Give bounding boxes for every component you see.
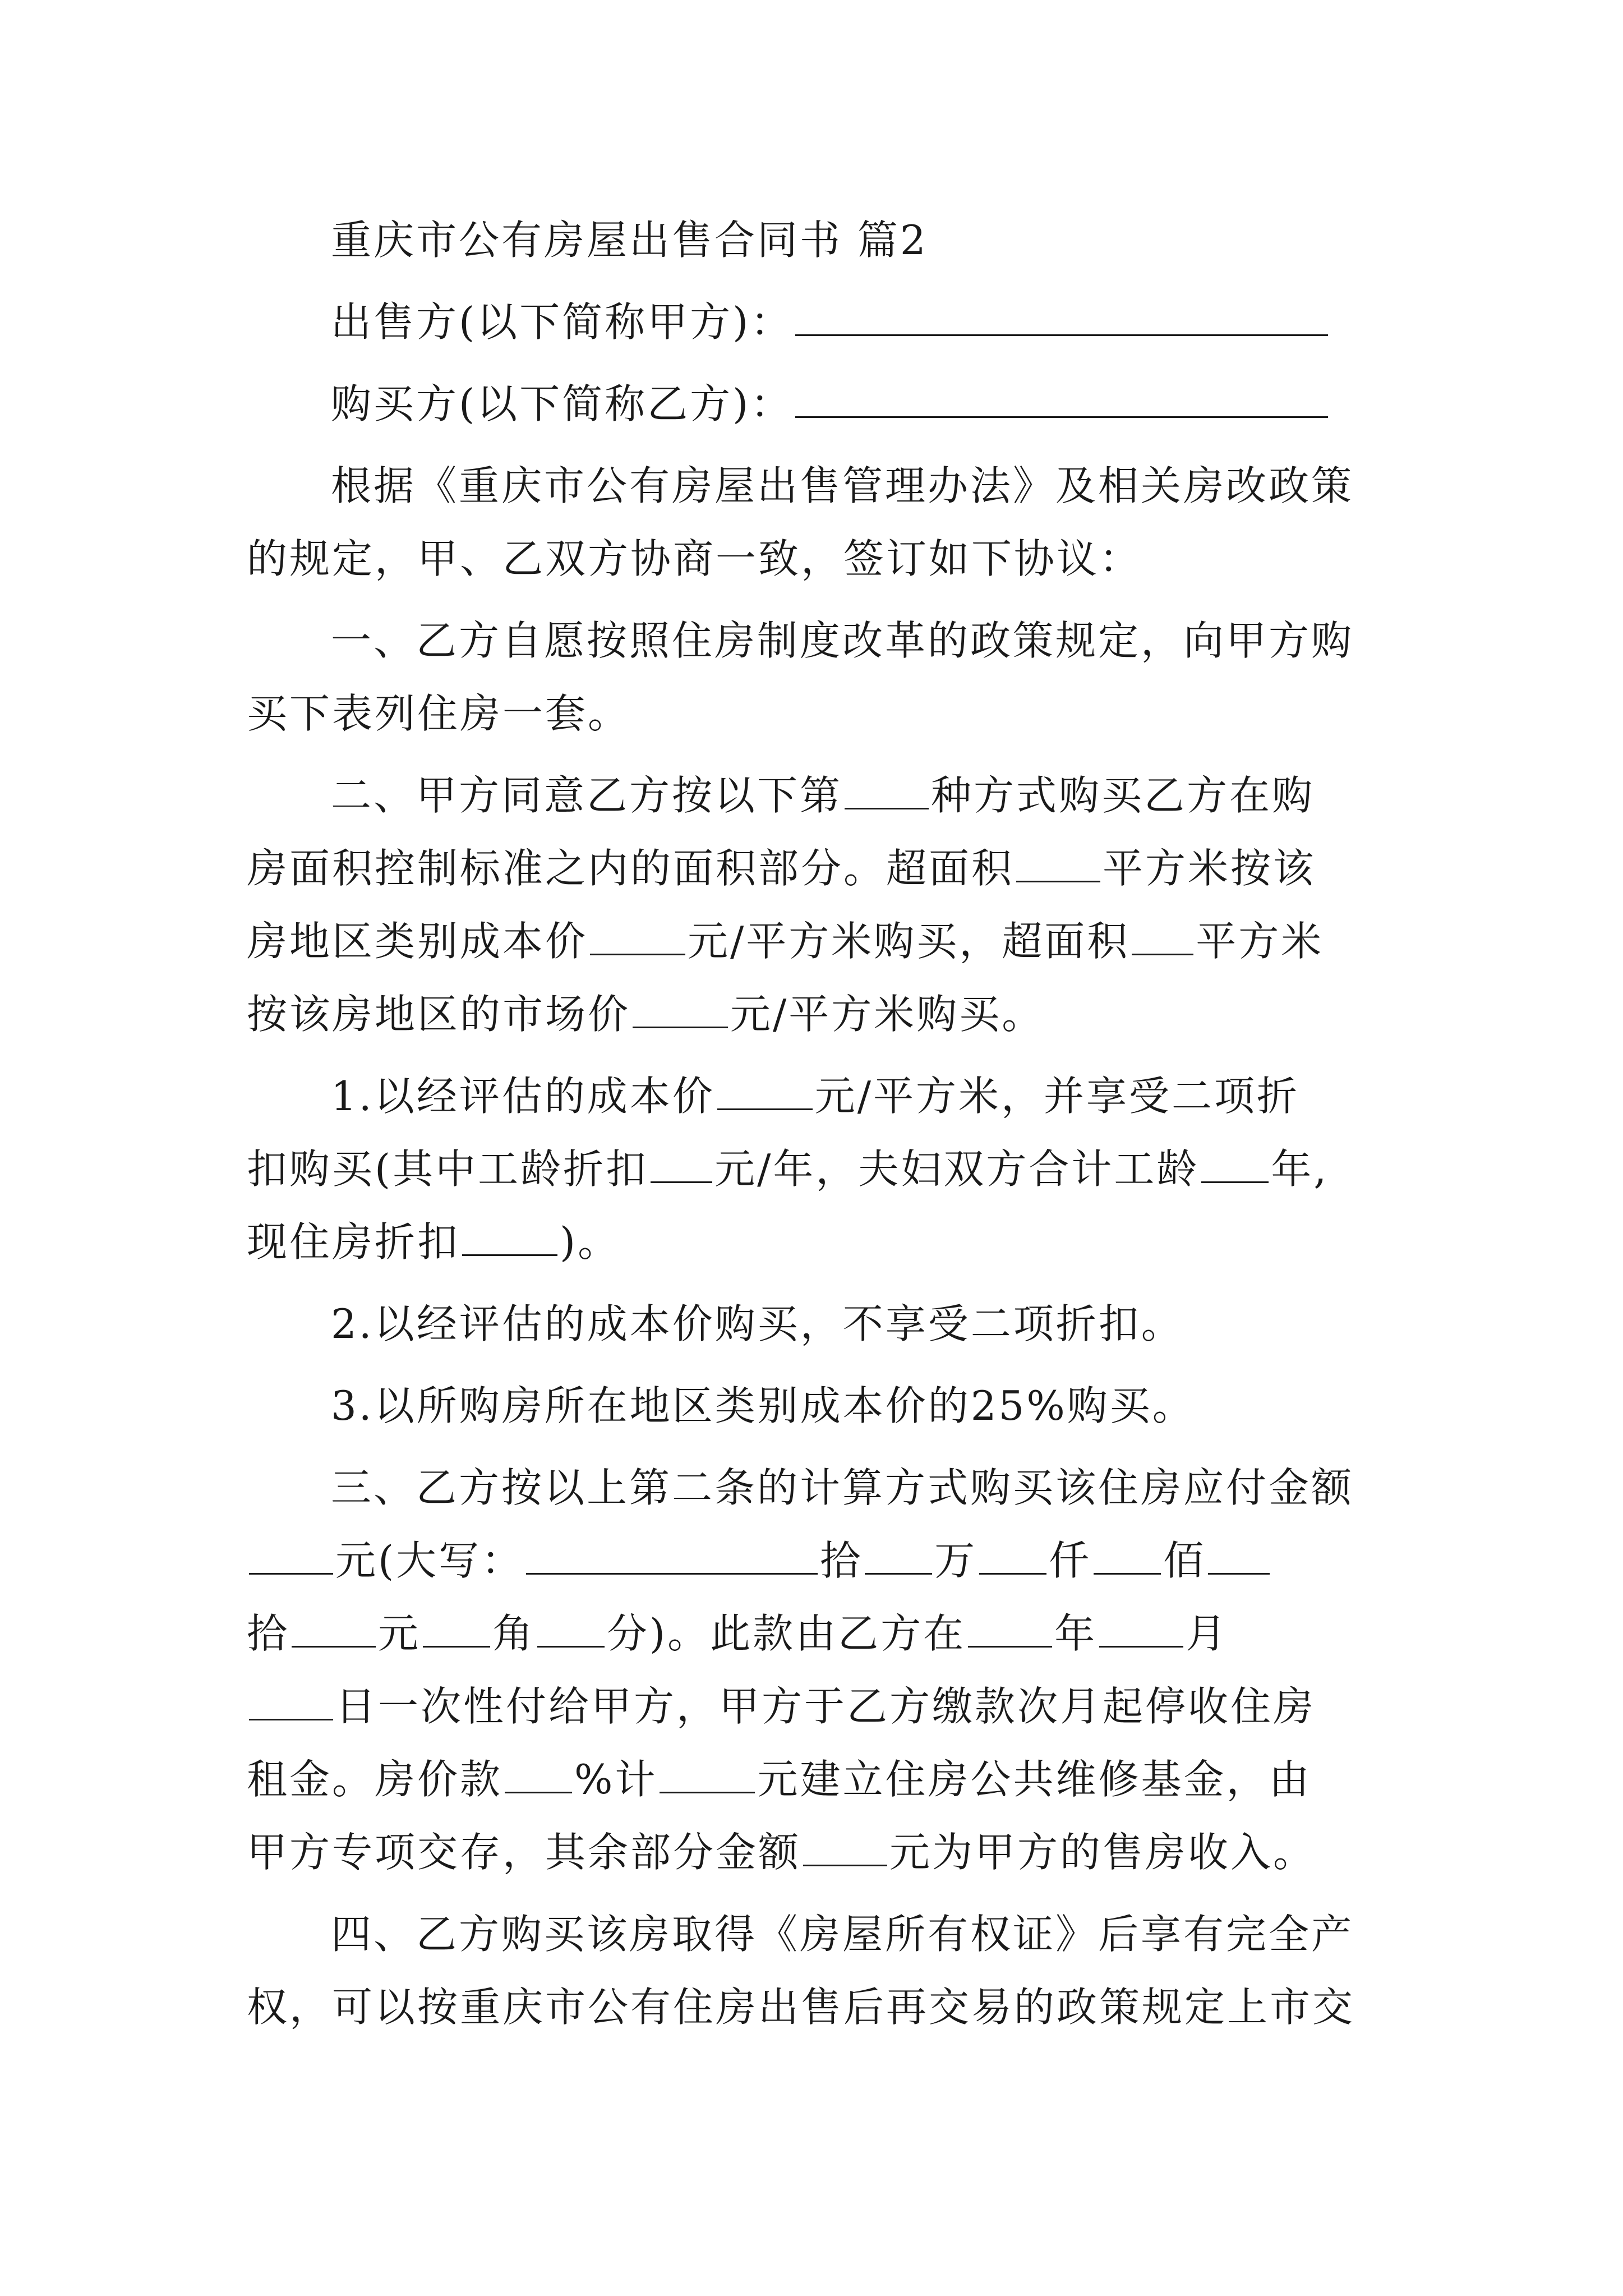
wan-blank [865,1534,932,1575]
qian-blank [979,1534,1046,1575]
article-1-line-2: 买下表列住房一套。 [247,690,631,737]
article-2-line-1: 二、甲方同意乙方按以下第 种方式购买乙方在购 [247,769,1396,822]
article-2-line-4: 按该房地区的市场价 元/平方米购买。 [247,987,1396,1041]
fund-amount-blank [660,1752,755,1793]
article-3-line-2: 元(大写： 拾 万 仟 佰 [247,1534,1396,1588]
remaining-amount-blank [803,1825,887,1866]
article-2-line-3: 房地区类别成本价 元/平方米购买，超面积 平方米 [247,914,1396,968]
option-1-line-1: 1.以经评估的成本价 元/平方米，并享受二项折 [247,1069,1396,1123]
month-blank [1099,1607,1183,1648]
option-3-line: 3.以所购房所在地区类别成本价的25%购买。 [331,1382,1195,1429]
article-2-line-2: 房面积控制标准之内的面积部分。超面积 平方米按该 [247,841,1396,895]
year-blank [968,1607,1052,1648]
article-1-line-1: 一、乙方自愿按照住房制度改革的政策规定，向甲方购 [331,617,1354,664]
option-2-line: 2.以经评估的成本价购买，不享受二项折扣。 [331,1300,1184,1347]
day-blank [249,1680,333,1720]
amount-blank [249,1534,333,1575]
buyer-blank [795,377,1328,418]
article-3-line-1: 三、乙方按以上第二条的计算方式购买该住房应付金额 [331,1464,1354,1511]
document-title: 重庆市公有房屋出售合同书 篇2 [331,217,928,264]
option-1-line-2: 扣购买(其中工龄折扣 元/年，夫妇双方合计工龄 年, [247,1142,1396,1196]
amount-words-blank [526,1534,818,1575]
shi-blank [1208,1534,1270,1575]
intro-line-1: 根据《重庆市公有房屋出售管理办法》及相关房改政策 [331,462,1354,509]
market-price-blank [633,987,728,1028]
cost-price-blank [590,914,685,955]
yuan-blank [292,1607,376,1648]
contract-page [247,213,1396,2034]
over-area-blank-1 [1016,841,1100,882]
assessed-price-blank [717,1069,813,1110]
intro-line-2: 的规定，甲、乙双方协商一致，签订如下协议： [247,535,1142,582]
seniority-discount-blank [651,1142,712,1183]
article-4-line-1: 四、乙方购买该房取得《房屋所有权证》后享有完全产 [331,1911,1354,1958]
article-3-line-4: 日一次性付给甲方，甲方于乙方缴款次月起停收住房 [247,1680,1396,1733]
buyer-line: 购买方(以下简称乙方)： [247,377,1396,431]
method-blank [845,769,929,809]
article-3-line-5: 租金。房价款 %计 元建立住房公共维修基金，由 [247,1752,1396,1806]
housing-discount-blank [462,1215,557,1256]
over-area-blank-2 [1132,914,1193,955]
bai-blank [1094,1534,1161,1575]
article-3-line-6: 甲方专项交存，其余部分金额 元为甲方的售房收入。 [247,1825,1396,1879]
option-1-line-3: 现住房折扣 )。 [247,1215,1396,1269]
percent-blank [505,1752,572,1793]
seniority-years-blank [1201,1142,1269,1183]
article-4-line-2: 权，可以按重庆市公有住房出售后再交易的政策规定上市交 [247,1984,1355,2031]
jiao-blank [423,1607,490,1648]
seller-blank [795,295,1328,336]
fen-blank [537,1607,605,1648]
seller-line: 出售方(以下简称甲方)： [247,295,1396,349]
article-3-line-3: 拾 元 角 分)。此款由乙方在 年 月 [247,1607,1396,1660]
